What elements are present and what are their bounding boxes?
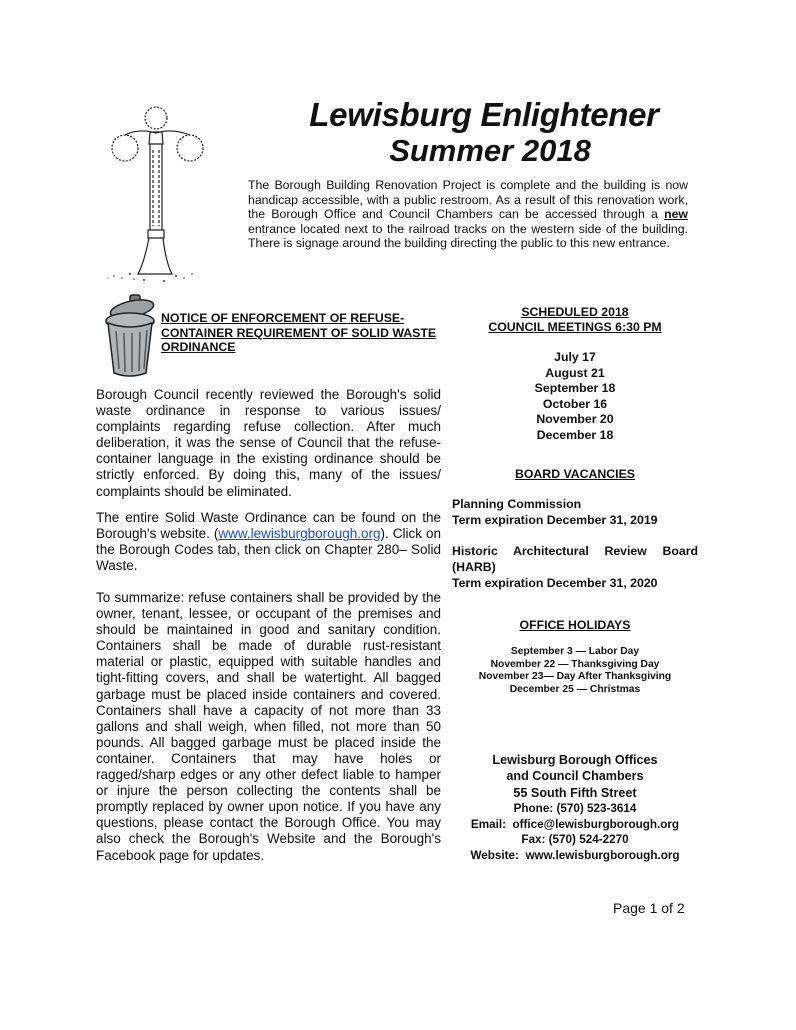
meeting-date: September 18 (534, 381, 616, 396)
newsletter-title: Lewisburg Enlightener (309, 96, 659, 133)
office-email[interactable]: office@lewisburgborough.org (512, 817, 680, 831)
office-email-line: Email: office@lewisburgborough.org (470, 817, 680, 831)
intro-paragraph: The Borough Building Renovation Project is complete and the building is now handicap accessible, with a public restroom. As a result of this renovation work, the Borough Office and Council Chambers can be accessed through a new entrance located next to the railroad tracks on the western side of the building. There is signage around the building directing the public to this new entrance. (248, 178, 688, 250)
office-name: Lewisburg Borough Offices (492, 753, 658, 767)
newsletter-edition: Summer 2018 (389, 133, 591, 168)
vacancy-item (452, 497, 698, 529)
contact-block (452, 752, 698, 864)
street-lamp-icon (104, 98, 206, 284)
meetings-heading: SCHEDULED 2018 COUNCIL MEETINGS 6:30 PM (488, 305, 662, 334)
page-number: Page 1 of 2 (613, 900, 685, 916)
meeting-dates-list (452, 350, 698, 444)
vacancies-heading: BOARD VACANCIES (514, 467, 635, 481)
borough-website-link[interactable]: www.lewisburgborough.org (218, 526, 381, 542)
meeting-date: August 21 (545, 365, 605, 380)
notice-paragraph-1: Borough Council recently reviewed the Borough's solid waste ordinance in response to various issues/ complaints regarding refuse collection. After much deliberation, it was the sense of Council that the refuse-container language in the existing ordinance should be strictly enforced. By doing this, many of the issues/ complaints should be eliminated. (96, 387, 441, 499)
notice-paragraph-2: The entire Solid Waste Ordinance can be found on the Borough's website. (www.lewisburgborough.org). Click on the Borough Codes tab, then click on Chapter 280– Solid Waste. (96, 510, 441, 574)
office-fax: Fax: (570) 524-2270 (521, 833, 629, 847)
notice-paragraph-3: To summarize: refuse containers shall be provided by the owner, tenant, lessee, or occupant of the premises and should be maintained in good and sanitary condition. Containers shall be made of durable rust-resistant material or plastic, equipped with suitable handles and tight-fitting covers, and shall be watertight. All bagged garbage must be placed inside containers and covered. Containers shall have a capacity of not more than 33 gallons and shall weigh, when filled, not more than 50 pounds. All bagged garbage must be placed inside the container. Containers that may have holes or ragged/sharp edges or any other defect liable to hamper or injure the person collecting the contents shall be promptly replaced by owner upon notice. If you have any questions, please contact the Borough Office. You may also check the Borough's Website and the Borough's Facebook page for updates. (96, 590, 441, 863)
holidays-list (452, 646, 698, 696)
holiday-item: November 23— Day After Thanksgiving (478, 671, 672, 682)
vacancy-board: Historic Architectural Review Board (HARB) (452, 544, 698, 574)
vacancy-board: Planning Commission (452, 497, 582, 511)
meeting-date: July 17 (554, 350, 596, 364)
holiday-item: September 3 — Labor Day (510, 646, 640, 657)
vacancy-term: Term expiration December 31, 2019 (452, 512, 658, 527)
trash-can-icon (102, 293, 158, 379)
office-website-line: Website: www.lewisburgborough.org (470, 849, 680, 862)
office-name-line2: and Council Chambers (506, 769, 644, 784)
vacancy-term: Term expiration December 31, 2020 (452, 575, 658, 590)
office-website[interactable]: www.lewisburgborough.org (525, 849, 680, 862)
holidays-heading: OFFICE HOLIDAYS (519, 618, 631, 632)
meeting-date: October 16 (542, 396, 608, 411)
office-address: 55 South Fifth Street (513, 785, 637, 800)
notice-heading: NOTICE OF ENFORCEMENT OF REFUSE-CONTAINER REQUIREMENT OF SOLID WASTE ORDINANCE (161, 311, 437, 354)
holiday-item: December 25 — Christmas (509, 683, 641, 695)
meeting-date: December 18 (536, 427, 614, 442)
office-phone: Phone: (570) 523-3614 (513, 802, 637, 816)
meeting-date: November 20 (536, 412, 614, 427)
emphasis-new: new (664, 207, 688, 221)
holiday-item: November 22 — Thanksgiving Day (490, 658, 660, 670)
vacancy-item (452, 544, 698, 591)
